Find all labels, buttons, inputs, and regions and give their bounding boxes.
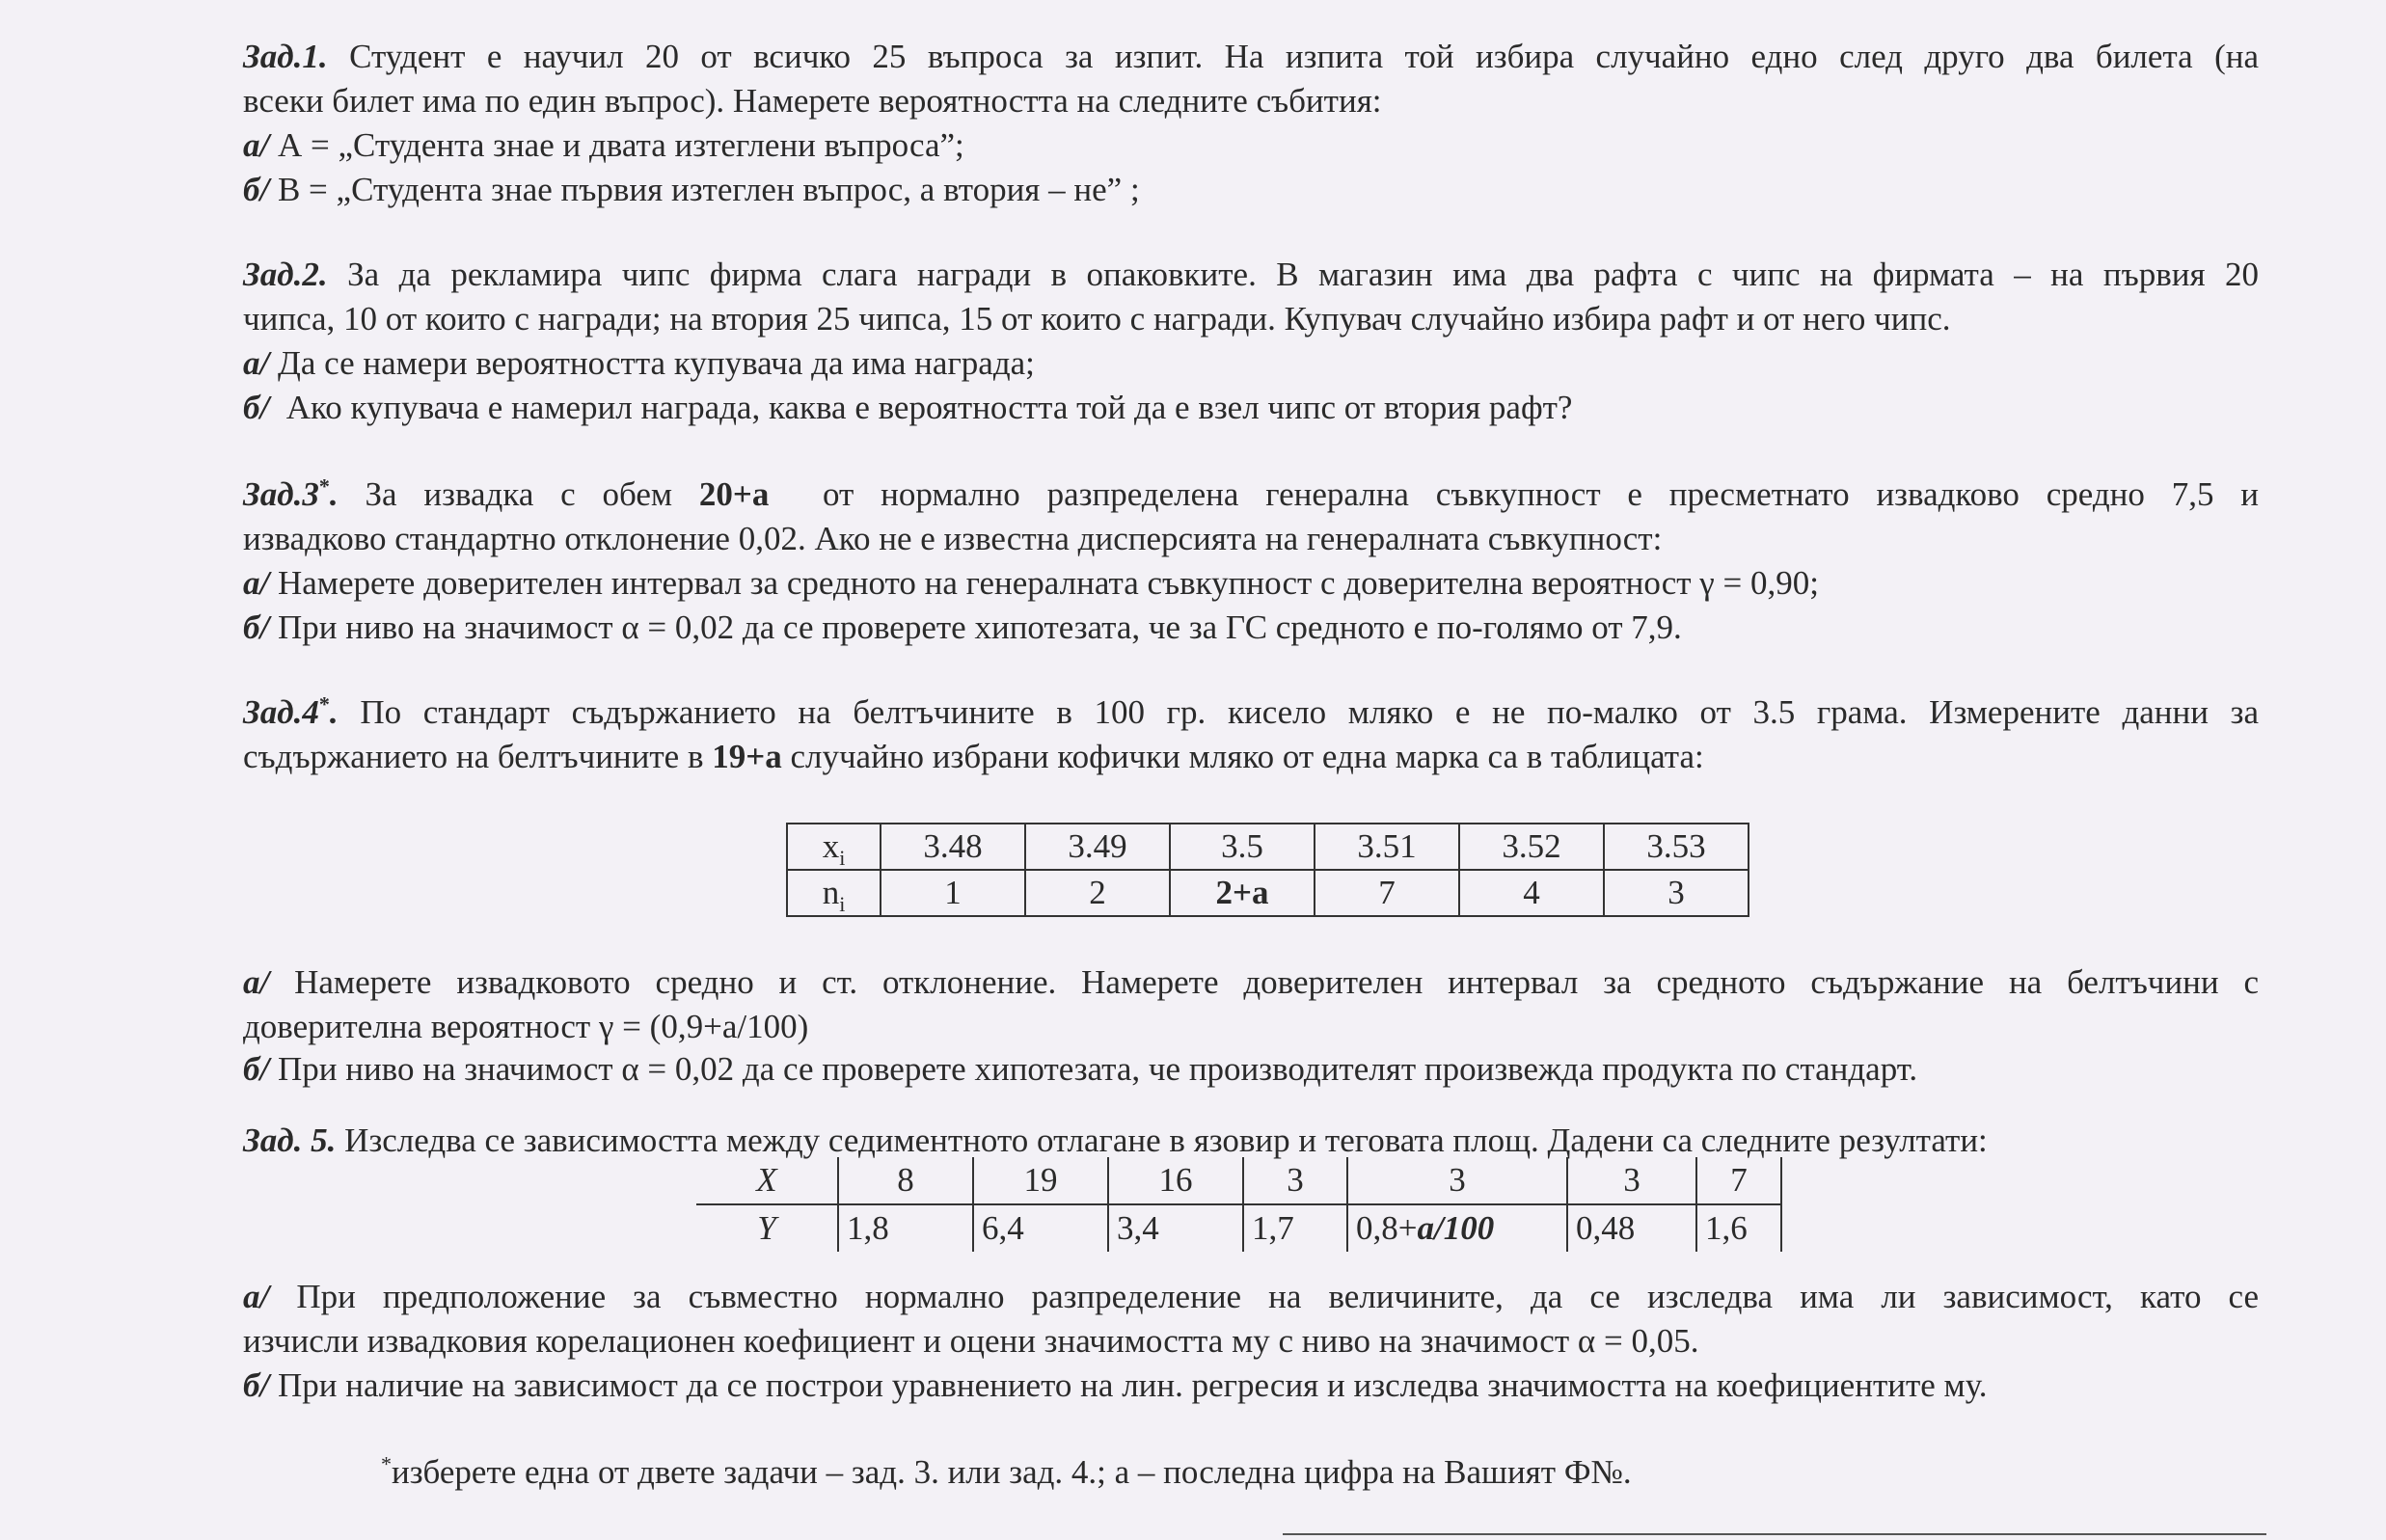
table-row bbox=[696, 1157, 1781, 1204]
table-cell: 3 bbox=[1567, 1157, 1696, 1204]
task1-line1: Зад.1. Студент е научил 20 от всичко 25 въпроса за изпит. На изпита той избира случайно едно след друго два билета (на bbox=[243, 38, 2260, 75]
table-cell: 3 bbox=[1347, 1157, 1567, 1204]
task4-label: Зад.4 bbox=[243, 693, 319, 731]
task3-line2: извадково стандартно отклонение 0,02. Ако не е известна дисперсията на генералната съвкупност: bbox=[243, 520, 1663, 557]
table-cell: 4 bbox=[1459, 870, 1604, 916]
table-cell: 3.52 bbox=[1459, 824, 1604, 870]
table-cell: 0,48 bbox=[1567, 1204, 1696, 1252]
table-cell: 3 bbox=[1604, 870, 1749, 916]
task4-item-a-line1: а/ Намерете извадковото средно и ст. отклонение. Намерете доверителен интервал за средното съдържание на белтъчини с bbox=[243, 963, 2260, 1001]
table-header-y: Y bbox=[696, 1204, 838, 1252]
table-row bbox=[696, 1204, 1781, 1252]
table-cell: 2 bbox=[1025, 870, 1170, 916]
task5-item-a-line1: а/ При предположение за съвместно нормално разпределение на величините, да се изследва има ли зависимост, като се bbox=[243, 1278, 2260, 1315]
task3-item-a: а/ Намерете доверителен интервал за средното на генералната съвкупност с доверителна вероятност γ = 0,90; bbox=[243, 564, 1819, 602]
task5-line1: Зад. 5. Изследва се зависимостта между седиментното отлагане в язовир и теговата площ. Дадени са следните резултати: bbox=[243, 1121, 1988, 1159]
table-cell: 19 bbox=[973, 1157, 1108, 1204]
table-cell: 8 bbox=[838, 1157, 973, 1204]
footnote: *изберете една от двете задачи – зад. 3. или зад. 4.; а – последна цифра на Вашият Ф№. bbox=[381, 1451, 1632, 1491]
table-cell: 3.49 bbox=[1025, 824, 1170, 870]
table-cell: 2+а bbox=[1170, 870, 1315, 916]
task1-item-a: а/ А = „Студента знае и двата изтеглени въпроса”; bbox=[243, 126, 964, 164]
table-cell: 7 bbox=[1696, 1157, 1781, 1204]
table-row bbox=[787, 870, 1749, 916]
table-header-x: X bbox=[696, 1157, 838, 1204]
table-cell: 7 bbox=[1315, 870, 1459, 916]
task1-label: Зад.1. bbox=[243, 38, 328, 75]
table-cell: 1 bbox=[881, 870, 1025, 916]
table-row bbox=[787, 824, 1749, 870]
task4-line2: съдържанието на белтъчините в 19+а случайно избрани кофички мляко от една марка са в таблицата: bbox=[243, 738, 1704, 775]
task4-item-b: б/ При ниво на значимост α = 0,02 да се проверете хипотезата, че производителят произвежда продукта по стандарт. bbox=[243, 1050, 1918, 1088]
table-cell: 3.48 bbox=[881, 824, 1025, 870]
task4-line1: Зад.4*. По стандарт съдържанието на белтъчините в 100 гр. кисело мляко е не по-малко от 3.5 грама. Измерените данни за bbox=[243, 691, 2260, 731]
task3-label: Зад.3 bbox=[243, 475, 319, 513]
table-cell: 3.53 bbox=[1604, 824, 1749, 870]
footer-divider bbox=[1283, 1533, 2266, 1535]
table-cell: 6,4 bbox=[973, 1204, 1108, 1252]
table-header-x: $x_i$ bbox=[787, 824, 881, 870]
task1-item-b: б/ В = „Студента знае първия изтеглен въпрос, а втория – не” ; bbox=[243, 171, 1140, 208]
table-cell: 0,8+а/100 bbox=[1347, 1204, 1567, 1252]
task5-table bbox=[696, 1157, 1782, 1252]
table-cell: 3,4 bbox=[1108, 1204, 1243, 1252]
task5-label: Зад. 5. bbox=[243, 1121, 337, 1159]
table-cell: 3.5 bbox=[1170, 824, 1315, 870]
table-cell: 3 bbox=[1243, 1157, 1347, 1204]
task2-line1: Зад.2. За да рекламира чипс фирма слага награди в опаковките. В магазин има два рафта с чипс на фирмата – на първия 20 bbox=[243, 256, 2259, 293]
task3-item-b: б/ При ниво на значимост α = 0,02 да се проверете хипотезата, че за ГС средното е по-голямо от 7,9. bbox=[243, 608, 1682, 646]
task2-item-a: а/ Да се намери вероятността купувача да има награда; bbox=[243, 344, 1035, 382]
task3-line1: Зад.3*. За извадка с обем 20+а от нормално разпределена генерална съвкупност е пресметнато извадково средно 7,5 и bbox=[243, 473, 2260, 513]
task2-line2: чипса, 10 от които с награди; на втория 25 чипса, 15 от които с награди. Купувач случайно избира рафт и от него чипс. bbox=[243, 300, 1951, 338]
task2-label: Зад.2. bbox=[243, 256, 328, 293]
task2-item-b: б/ Ако купувача е намерил награда, каква е вероятността той да е взел чипс от втория рафт? bbox=[243, 389, 1573, 426]
table-cell: 1,6 bbox=[1696, 1204, 1781, 1252]
table-cell: 1,7 bbox=[1243, 1204, 1347, 1252]
table-header-n: $n_i$ bbox=[787, 870, 881, 916]
table-cell: 1,8 bbox=[838, 1204, 973, 1252]
table-cell: 3.51 bbox=[1315, 824, 1459, 870]
task1-line2: всеки билет има по един въпрос). Намерете вероятността на следните събития: bbox=[243, 82, 1382, 120]
task5-item-a-line2: изчисли извадковия корелационен коефициент и оцени значимостта му с ниво на значимост α = 0,05. bbox=[243, 1322, 1699, 1360]
task4-table bbox=[786, 823, 1749, 917]
task5-item-b: б/ При наличие на зависимост да се построи уравнението на лин. регресия и изследва значимостта на коефициентите му. bbox=[243, 1366, 1988, 1404]
task4-item-a-line2: доверителна вероятност γ = (0,9+а/100) bbox=[243, 1008, 809, 1045]
table-cell: 16 bbox=[1108, 1157, 1243, 1204]
